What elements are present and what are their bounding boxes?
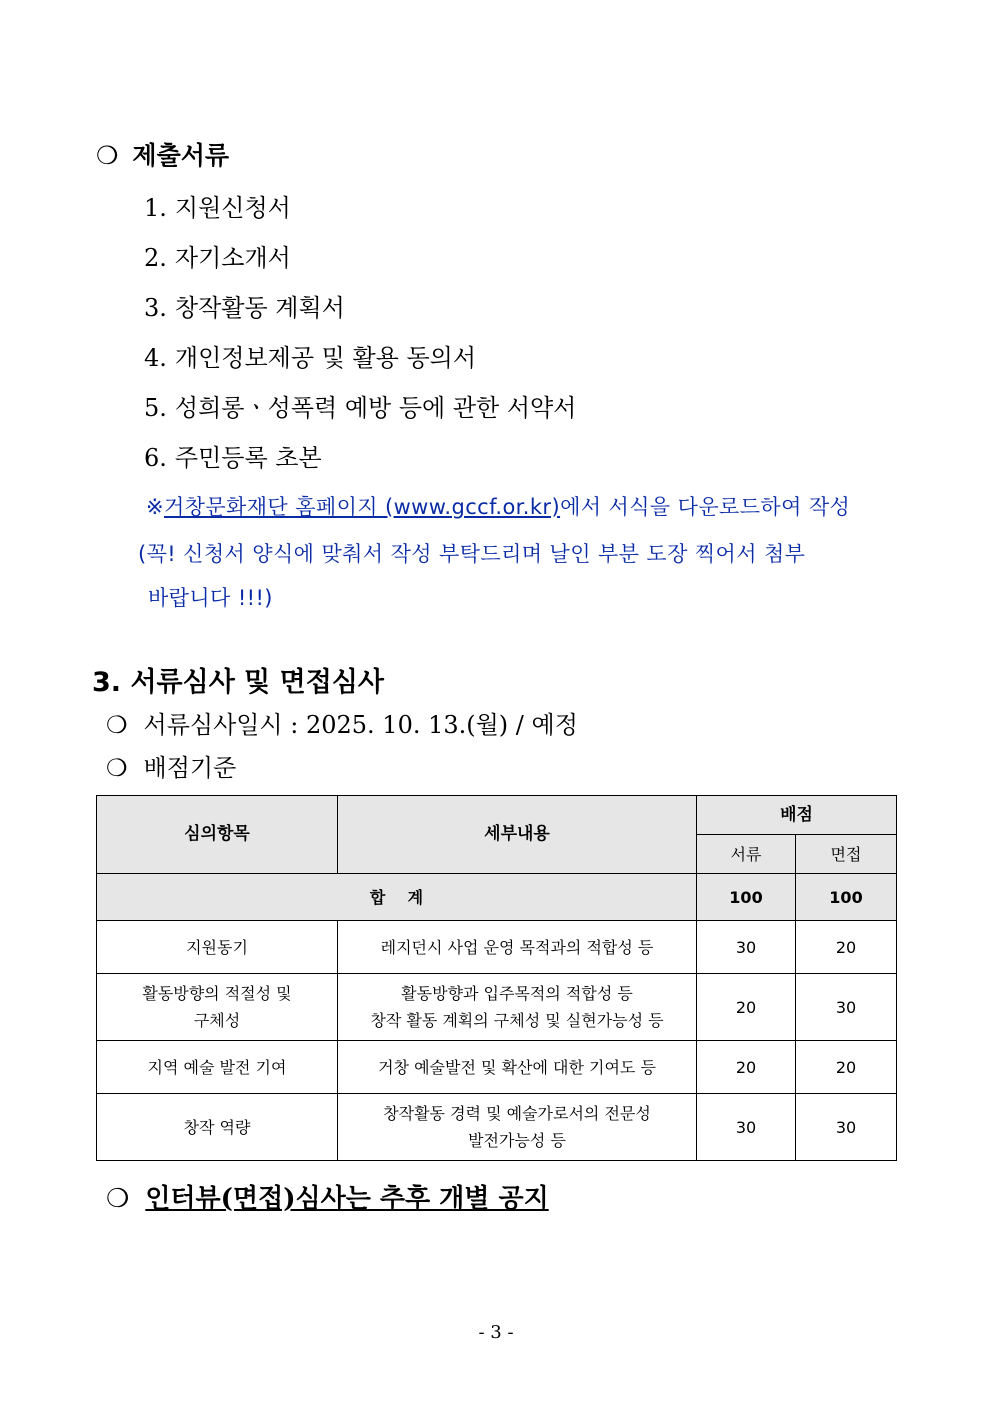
row-detail: 활동방향과 입주목적의 적합성 등 창작 활동 계획의 구체성 및 실현가능성 등 xyxy=(338,974,697,1041)
table-row xyxy=(97,1041,897,1094)
notice-mark: ※ xyxy=(146,495,164,519)
page-number: - 3 - xyxy=(478,1322,514,1343)
circle-bullet-icon: ❍ xyxy=(106,754,128,782)
interview-notice xyxy=(106,1178,549,1215)
row-interview: 20 xyxy=(796,921,897,974)
row-interview: 20 xyxy=(796,1041,897,1094)
total-interview: 100 xyxy=(796,874,897,921)
row-item: 활동방향의 적절성 및 구체성 xyxy=(97,974,338,1041)
table-row xyxy=(97,1094,897,1161)
row-item: 지역 예술 발전 기여 xyxy=(97,1041,338,1094)
document-item: 2. 자기소개서 xyxy=(144,244,291,272)
criteria-line: ❍ 배점기준 xyxy=(106,754,237,782)
scoring-table xyxy=(96,795,897,1161)
header-detail: 세부내용 xyxy=(338,796,697,874)
row-item: 지원동기 xyxy=(97,921,338,974)
document-item: 1. 지원신청서 xyxy=(144,194,291,222)
header-item: 심의항목 xyxy=(97,796,338,874)
document-item: 5. 성희롱ㆍ성폭력 예방 등에 관한 서약서 xyxy=(144,394,577,422)
interview-notice-text: 인터뷰(면접)심사는 추후 개별 공지 xyxy=(145,1184,549,1214)
homepage-link[interactable]: 거창문화재단 홈페이지 (www.gccf.or.kr) xyxy=(164,495,561,519)
row-doc: 30 xyxy=(697,1094,796,1161)
circle-bullet-icon: ❍ xyxy=(106,711,128,739)
table-row xyxy=(97,921,897,974)
circle-bullet-icon: ❍ xyxy=(106,1184,130,1214)
notice-line-3: 바랍니다 !!!) xyxy=(148,586,273,610)
row-detail: 레지던시 사업 운영 목적과의 적합성 등 xyxy=(338,921,697,974)
section-title: 3. 서류심사 및 면접심사 xyxy=(92,667,384,698)
row-item: 창작 역량 xyxy=(97,1094,338,1161)
table-row xyxy=(97,974,897,1041)
total-row xyxy=(97,874,897,921)
document-item: 6. 주민등록 초본 xyxy=(144,444,322,472)
circle-bullet-icon: ❍ xyxy=(96,141,119,170)
total-doc: 100 xyxy=(697,874,796,921)
document-item: 3. 창작활동 계획서 xyxy=(144,294,345,322)
row-detail: 창작활동 경력 및 예술가로서의 전문성 발전가능성 등 xyxy=(338,1094,697,1161)
row-doc: 20 xyxy=(697,1041,796,1094)
row-interview: 30 xyxy=(796,1094,897,1161)
header-score: 배점 xyxy=(697,796,897,835)
download-notice: ※거창문화재단 홈페이지 (www.gccf.or.kr)에서 서식을 다운로드하여 작성 xyxy=(146,495,851,519)
row-detail: 거창 예술발전 및 확산에 대한 기여도 등 xyxy=(338,1041,697,1094)
total-label: 합 계 xyxy=(97,874,697,921)
header-interview: 면접 xyxy=(796,835,897,874)
document-item: 4. 개인정보제공 및 활용 동의서 xyxy=(144,344,477,372)
documents-heading-text: 제출서류 xyxy=(132,141,230,170)
row-doc: 30 xyxy=(697,921,796,974)
notice-line-2: (꼭! 신청서 양식에 맞춰서 작성 부탁드리며 날인 부분 도장 찍어서 첨부 xyxy=(138,542,806,566)
documents-heading xyxy=(96,136,229,172)
schedule-line: ❍ 서류심사일시 : 2025. 10. 13.(월) / 예정 xyxy=(106,711,578,739)
header-doc: 서류 xyxy=(697,835,796,874)
row-doc: 20 xyxy=(697,974,796,1041)
row-interview: 30 xyxy=(796,974,897,1041)
